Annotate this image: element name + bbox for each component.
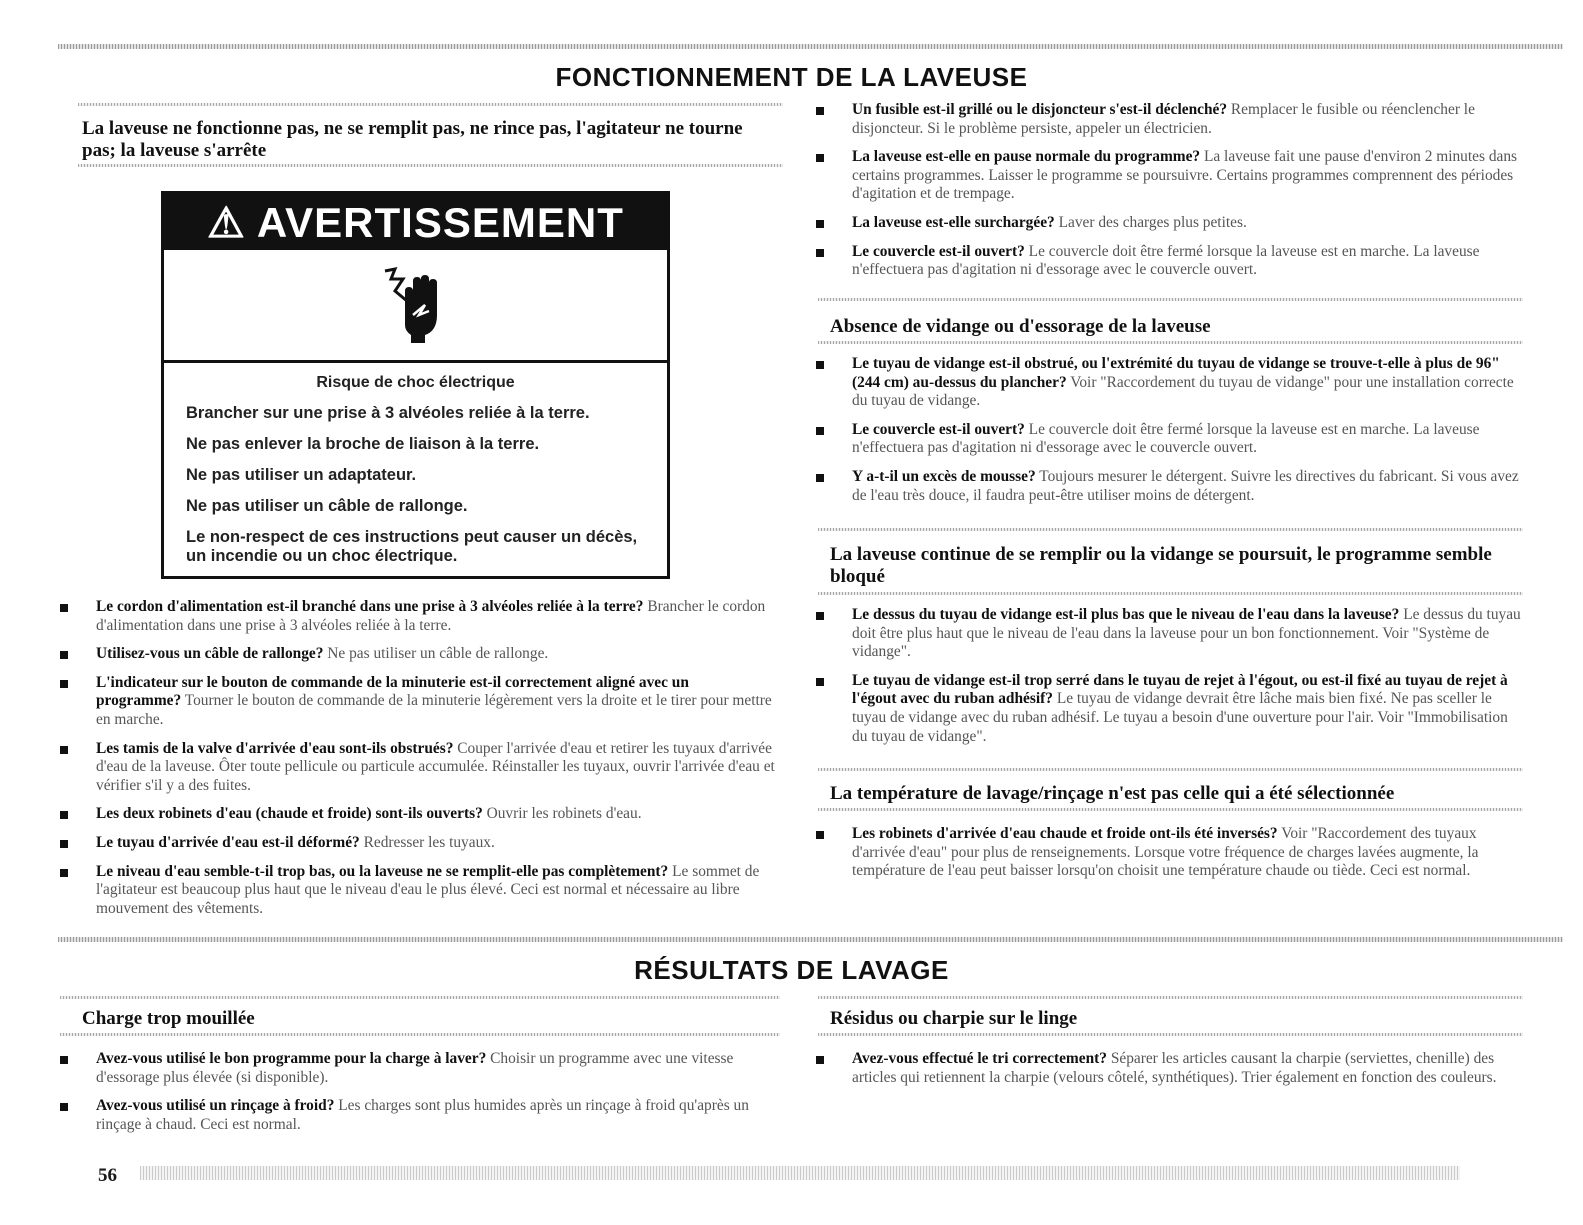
list-item bbox=[60, 598, 776, 635]
list-item bbox=[60, 740, 776, 796]
lint-list bbox=[816, 1050, 1524, 1097]
answer: Redresser les tuyaux. bbox=[363, 833, 495, 851]
subtitle-rule-top bbox=[78, 103, 783, 106]
answer: Séparer les articles causant la charpie (serviettes, chenille) des articles qui retiennent la charpie (velours côtelé, synthétiques). Trier également en fonction des couleurs. bbox=[852, 1050, 1497, 1086]
section-rule bbox=[818, 592, 1523, 595]
list-item bbox=[60, 805, 776, 824]
footer-dotted-band bbox=[140, 1166, 1460, 1180]
answer: Le couvercle doit être fermé lorsque la laveuse est en marche. La laveuse n'effectuera pas d'agitation ni d'essorage avec le couvercle ouvert. bbox=[852, 242, 1480, 279]
question: Les deux robinets d'eau (chaude et froide) sont-ils ouverts? bbox=[96, 805, 483, 823]
wet-load-title: Charge trop mouillée bbox=[82, 1008, 255, 1029]
list-item bbox=[60, 645, 776, 664]
answer: Remplacer le fusible ou réenclencher le disjoncteur. Si le problème persiste, appeler un électricien. bbox=[852, 101, 1475, 137]
list-item bbox=[60, 1050, 776, 1087]
list-item bbox=[816, 825, 1524, 881]
warning-body bbox=[164, 363, 667, 566]
page-title: FONCTIONNEMENT DE LA LAVEUSE bbox=[555, 62, 1028, 92]
right-question-list-top bbox=[816, 101, 1524, 290]
section-rule bbox=[818, 528, 1523, 531]
list-item bbox=[60, 834, 776, 853]
question: Avez-vous utilisé un rinçage à froid? bbox=[96, 1097, 335, 1115]
question: Utilisez-vous un câble de rallonge? bbox=[96, 645, 324, 663]
question: Le dessus du tuyau de vidange est-il plus bas que le niveau de l'eau dans la laveuse? bbox=[852, 606, 1400, 623]
list-item bbox=[816, 214, 1524, 233]
question: Un fusible est-il grillé ou le disjoncteur s'est-il déclenché? bbox=[852, 101, 1228, 118]
answer: Choisir un programme avec une vitesse d'essorage plus élevée (si disponible). bbox=[96, 1050, 734, 1086]
results-title: RÉSULTATS DE LAVAGE bbox=[634, 955, 949, 985]
list-item bbox=[816, 672, 1524, 746]
left-question-list bbox=[60, 598, 776, 928]
list-item bbox=[60, 674, 776, 730]
warning-header bbox=[164, 194, 667, 250]
answer: Voir "Raccordement du tuyau de vidange" pour une installation correcte du tuyau de vidange. bbox=[852, 373, 1514, 410]
warning-line: Ne pas enlever la broche de liaison à la terre. bbox=[186, 435, 540, 453]
wet-load-list bbox=[60, 1050, 776, 1144]
question: Le tuyau d'arrivée d'eau est-il déformé? bbox=[96, 833, 360, 851]
answer: Voir "Raccordement des tuyaux d'arrivée d'eau" pour plus de renseignements. Lorsque votre fréquence de charges lavées augmente, la température de l'eau peut baisser lorsqu'on choisit une température chaude ou tiède. Ceci est normal. bbox=[852, 825, 1479, 880]
page-number: 56 bbox=[98, 1165, 117, 1186]
section-rule bbox=[818, 341, 1523, 344]
question: Les tamis de la valve d'arrivée d'eau sont-ils obstrués? bbox=[96, 739, 454, 757]
list-item bbox=[816, 243, 1524, 280]
fill-question-list bbox=[816, 606, 1524, 756]
section-rule bbox=[818, 1033, 1523, 1036]
temp-question-list bbox=[816, 825, 1524, 891]
answer: Laver des charges plus petites. bbox=[1058, 213, 1247, 231]
temp-section-title: La température de lavage/rinçage n'est pas celle qui a été sélectionnée bbox=[830, 783, 1395, 804]
question: Le couvercle est-il ouvert? bbox=[852, 420, 1025, 438]
drain-question-list bbox=[816, 355, 1524, 515]
list-item bbox=[816, 148, 1524, 204]
list-item bbox=[60, 1097, 776, 1134]
section-rule bbox=[818, 808, 1523, 811]
answer: Ne pas utiliser un câble de rallonge. bbox=[327, 645, 549, 663]
list-item bbox=[816, 606, 1524, 662]
top-dotted-band bbox=[58, 44, 1563, 49]
warning-risk: Risque de choc électrique bbox=[316, 374, 515, 391]
drain-section-title: Absence de vidange ou d'essorage de la laveuse bbox=[830, 316, 1211, 337]
section-rule bbox=[818, 996, 1523, 999]
question: Le cordon d'alimentation est-il branché dans une prise à 3 alvéoles reliée à la terre? bbox=[96, 598, 644, 615]
lint-title: Résidus ou charpie sur le linge bbox=[830, 1008, 1078, 1029]
warning-line: Brancher sur une prise à 3 alvéoles reliée à la terre. bbox=[186, 404, 590, 422]
question: Le couvercle est-il ouvert? bbox=[852, 242, 1025, 260]
section-rule bbox=[818, 298, 1523, 301]
answer: Le sommet de l'agitateur est beaucoup plus haut que le niveau d'eau le plus élevé. Ceci est normal et nécessaire au libre mouvement des vêtements. bbox=[96, 862, 760, 917]
warning-line: Ne pas utiliser un adaptateur. bbox=[186, 466, 417, 484]
answer: Tourner le bouton de commande de la minuterie légèrement vers la droite et le tirer pour mettre en marche. bbox=[96, 692, 772, 728]
question: Le tuyau de vidange est-il trop serré dans le tuyau de rejet à l'égout, ou est-il fixé au tuyau de rejet à l'égout avec du ruban adhésif? bbox=[852, 671, 1508, 708]
question: Le niveau d'eau semble-t-il trop bas, ou la laveuse ne se remplit-elle pas complètement? bbox=[96, 862, 669, 880]
warning-triangle-icon: ⚠ bbox=[207, 199, 246, 246]
section-rule bbox=[60, 1033, 780, 1036]
question: Avez-vous effectué le tri correctement? bbox=[852, 1050, 1107, 1067]
electric-shock-hand-icon bbox=[164, 250, 667, 363]
warning-line: Le non-respect de ces instructions peut causer un décès, un incendie ou un choc électrique. bbox=[186, 528, 638, 565]
answer: La laveuse fait une pause d'environ 2 minutes dans certains programmes. Laisser le programme se poursuivre. Certains programmes comprennent des périodes d'agitation et de trempage. bbox=[852, 148, 1518, 203]
warning-box bbox=[161, 191, 670, 579]
answer: Les charges sont plus humides après un rinçage à froid qu'après un rinçage à chaud. Ceci est normal. bbox=[96, 1097, 749, 1133]
subtitle-rule-bottom bbox=[78, 164, 783, 167]
section-rule bbox=[818, 768, 1523, 771]
left-section-title: La laveuse ne fonctionne pas, ne se remplit pas, ne rince pas, l'agitateur ne tourne pas; la laveuse s'arrête bbox=[82, 118, 743, 161]
answer: Le tuyau de vidange devrait être lâche mais bien fixé. Ne pas sceller le tuyau de vidange avec du ruban adhésif. Le tuyau a besoin d'une ouverture pour l'air. Voir "Immobilisation du tuyau de vidange". bbox=[852, 690, 1508, 745]
fill-section-title: La laveuse continue de se remplir ou la vidange se poursuit, le programme semble bloqué bbox=[830, 544, 1492, 587]
answer: Couper l'arrivée d'eau et retirer les tuyaux d'arrivée d'eau de la laveuse. Ôter toute pellicule ou particule accumulée. Réinstaller les tuyaux, ouvrir l'arrivée d'eau et vérifier s'il y a des fuites. bbox=[96, 739, 775, 794]
warning-line: Ne pas utiliser un câble de rallonge. bbox=[186, 497, 468, 515]
question: La laveuse est-elle en pause normale du programme? bbox=[852, 148, 1201, 166]
list-item bbox=[816, 101, 1524, 138]
list-item bbox=[816, 468, 1524, 505]
answer: Toujours mesurer le détergent. Suivre les directives du fabricant. Si vous avez de l'eau très douce, il faudra peut-être utiliser moins de détergent. bbox=[852, 467, 1519, 504]
results-dotted-band bbox=[58, 937, 1563, 942]
list-item bbox=[816, 355, 1524, 411]
question: Avez-vous utilisé le bon programme pour la charge à laver? bbox=[96, 1050, 487, 1067]
answer: Brancher le cordon d'alimentation dans une prise à 3 alvéoles reliée à la terre. bbox=[96, 598, 766, 634]
warning-heading: AVERTISSEMENT bbox=[256, 199, 624, 246]
question: Le tuyau de vidange est-il obstrué, ou l'extrémité du tuyau de vidange se trouve-t-elle à plus de 96" (244 cm) au-dessus du plancher? bbox=[852, 355, 1500, 391]
answer: Le dessus du tuyau doit être plus haut que le niveau de l'eau dans la laveuse pour un bon fonctionnement. Voir "Système de vidange". bbox=[852, 606, 1521, 661]
question: Y a-t-il un excès de mousse? bbox=[852, 467, 1036, 485]
list-item bbox=[60, 863, 776, 919]
list-item bbox=[816, 1050, 1524, 1087]
answer: Ouvrir les robinets d'eau. bbox=[486, 805, 642, 823]
section-rule bbox=[60, 996, 780, 999]
question: Les robinets d'arrivée d'eau chaude et froide ont-ils été inversés? bbox=[852, 825, 1278, 842]
list-item bbox=[816, 421, 1524, 458]
answer: Le couvercle doit être fermé lorsque la laveuse est en marche. La laveuse n'effectuera pas d'agitation ni d'essorage avec le couvercle ouvert. bbox=[852, 420, 1480, 457]
question: L'indicateur sur le bouton de commande de la minuterie est-il correctement aligné avec un programme? bbox=[96, 673, 689, 710]
question: La laveuse est-elle surchargée? bbox=[852, 213, 1055, 231]
